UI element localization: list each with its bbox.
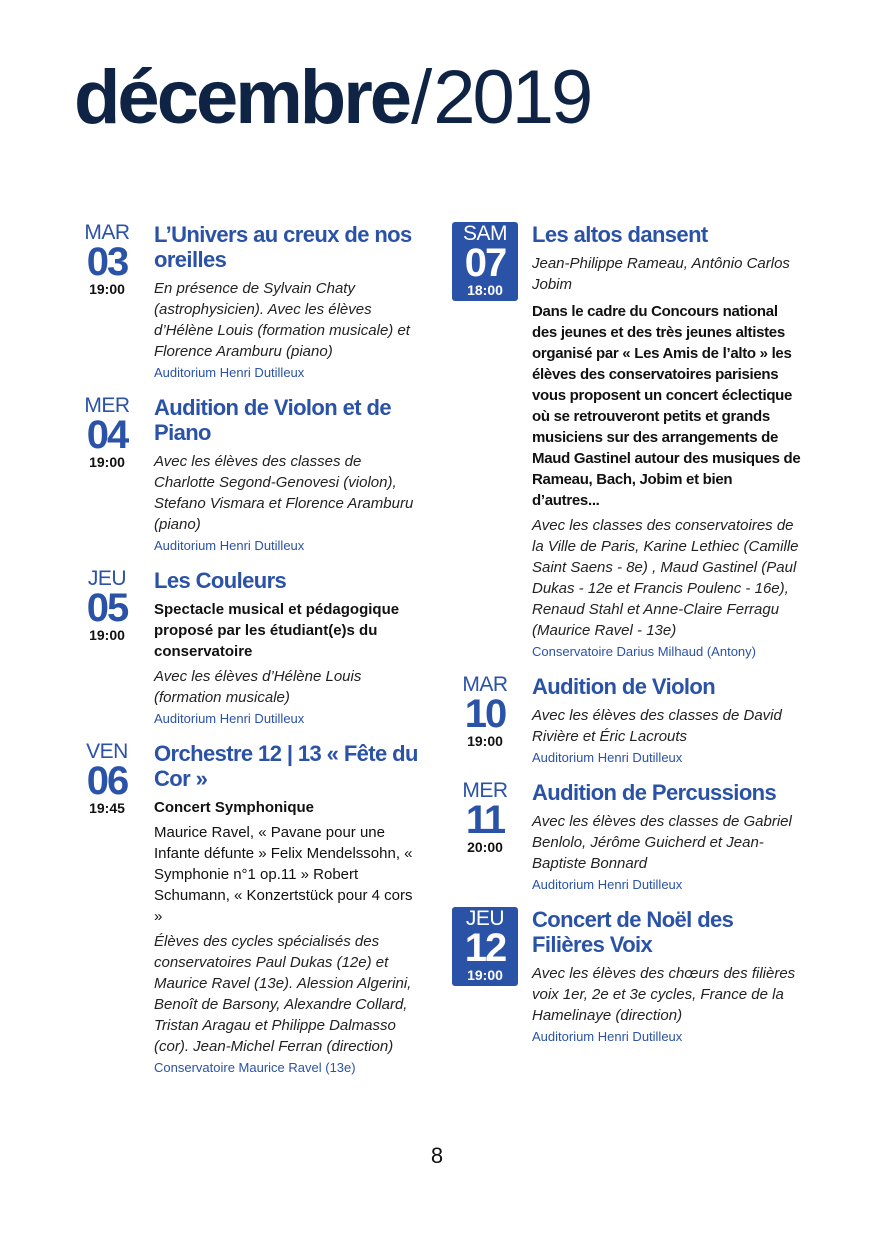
event-weekday: JEU (87, 567, 127, 590)
event-description: Avec les élèves d’Hélène Louis (formation musicale) (154, 668, 362, 706)
event-time: 19:00 (467, 733, 503, 749)
event-weekday: MER (84, 394, 130, 417)
event-weekday: MAR (462, 673, 508, 696)
event-day: 07 (464, 241, 506, 285)
event-time: 20:00 (467, 839, 503, 855)
event-title: L’Univers au creux de nos oreilles (154, 222, 412, 272)
event-date (452, 780, 518, 856)
event-day: 04 (86, 413, 128, 457)
event-ven-06 (74, 741, 424, 1078)
event-title: Orchestre 12 | 13 « Fête du Cor » (154, 741, 418, 791)
event-description: Avec les élèves des classes de Gabriel Benlolo, Jérôme Guicherd et Jean-Baptiste Bonnard (532, 813, 792, 872)
event-day: 06 (86, 759, 128, 803)
event-venue: Auditorium Henri Dutilleux (154, 365, 305, 380)
event-jeu-12 (452, 907, 802, 1047)
event-weekday: MER (462, 779, 508, 802)
event-description: Élèves des cycles spécialisés des conservatoires Paul Dukas (12e) et Maurice Ravel (13e). Alession Algerini, Benoît de Barsony, Alexandre Collard, Tristan Aragau et Philippe Dalmasso (cor). Jean-Michel Ferran (direction) (154, 933, 412, 1055)
event-time: 19:45 (89, 800, 125, 816)
event-date (74, 568, 140, 644)
event-weekday: SAM (462, 222, 507, 245)
event-day: 10 (464, 692, 506, 736)
left-column (74, 222, 424, 1090)
event-venue: Conservatoire Maurice Ravel (13e) (154, 1060, 356, 1075)
event-venue: Auditorium Henri Dutilleux (154, 538, 305, 553)
title-year: 2019 (433, 55, 591, 140)
event-title: Les Couleurs (154, 568, 287, 593)
event-date (74, 395, 140, 471)
event-weekday: VEN (86, 740, 128, 763)
event-time: 19:00 (89, 281, 125, 297)
event-weekday: JEU (465, 907, 505, 930)
event-day: 03 (86, 240, 128, 284)
event-day: 12 (464, 926, 506, 970)
event-venue: Conservatoire Darius Milhaud (Antony) (532, 644, 756, 659)
event-description: Avec les élèves des chœurs des filières voix 1er, 2e et 3e cycles, France de la Hamelinaye (direction) (532, 965, 796, 1024)
event-body: Dans le cadre du Concours national des jeunes et des très jeunes altistes organisé par « Les Amis de l’alto » les élèves des conservatoires parisiens vous proposent un concert éclectique où se retrouveront petits et grands musiciens sur des arrangements de Maud Gastinel autour des musiques de Rameau, Bach, Jobim et bien d’autres... (532, 303, 801, 509)
event-description: En présence de Sylvain Chaty (astrophysicien). Avec les élèves d’Hélène Louis (formation musicale) et Florence Aramburu (piano) (154, 280, 410, 360)
page-number: 8 (430, 1143, 444, 1168)
event-mar-03 (74, 222, 424, 383)
event-title: Les altos dansent (532, 222, 708, 247)
event-date-highlighted (452, 222, 518, 301)
event-venue: Auditorium Henri Dutilleux (154, 711, 305, 726)
event-venue: Auditorium Henri Dutilleux (532, 1029, 683, 1044)
event-subtitle: Concert Symphonique (154, 799, 315, 816)
event-date (74, 222, 140, 298)
event-day: 11 (465, 798, 505, 842)
event-date-highlighted (452, 907, 518, 986)
event-day: 05 (86, 586, 128, 630)
event-description: Avec les élèves des classes de Charlotte Segond-Genovesi (violon), Stefano Vismara et Florence Aramburu (piano) (154, 453, 414, 533)
event-jeu-05 (74, 568, 424, 729)
event-venue: Auditorium Henri Dutilleux (532, 877, 683, 892)
event-weekday: MAR (84, 221, 130, 244)
event-mar-10 (452, 674, 802, 768)
event-time: 18:00 (467, 282, 503, 298)
event-title: Audition de Violon (532, 674, 716, 699)
event-time: 19:00 (89, 454, 125, 470)
event-title: Concert de Noël des Filières Voix (532, 907, 734, 957)
event-composers: Jean-Philippe Rameau, Antônio Carlos Jobim (532, 255, 790, 293)
event-description: Avec les classes des conservatoires de la Ville de Paris, Karine Lethiec (Camille Saint Saens - 8e) , Maud Gastinel (Paul Dukas - 12e et Francis Poulenc - 16e), Renaud Stahl et Anne-Claire Ferragu (Maurice Ravel - 13e) (532, 517, 799, 639)
page-title (74, 55, 591, 140)
title-month: décembre (74, 55, 410, 140)
event-subtitle: Spectacle musical et pédagogique proposé par les étudiant(e)s du conservatoire (154, 601, 400, 660)
event-date (452, 674, 518, 750)
event-sam-07 (452, 222, 802, 662)
event-description: Avec les élèves des classes de David Rivière et Éric Lacrouts (532, 707, 782, 745)
event-mer-04 (74, 395, 424, 556)
event-title: Audition de Percussions (532, 780, 777, 805)
title-slash: / (411, 55, 430, 140)
event-title: Audition de Violon et de Piano (154, 395, 391, 445)
event-date (74, 741, 140, 817)
event-time: 19:00 (467, 967, 503, 983)
event-mer-11 (452, 780, 802, 895)
event-time: 19:00 (89, 627, 125, 643)
event-venue: Auditorium Henri Dutilleux (532, 750, 683, 765)
right-column (452, 222, 802, 1059)
event-program: Maurice Ravel, « Pavane pour une Infante défunte » Felix Mendelssohn, « Symphonie n°1 op.11 » Robert Schumann, « Konzertstück pour 4 cors » (154, 824, 413, 925)
